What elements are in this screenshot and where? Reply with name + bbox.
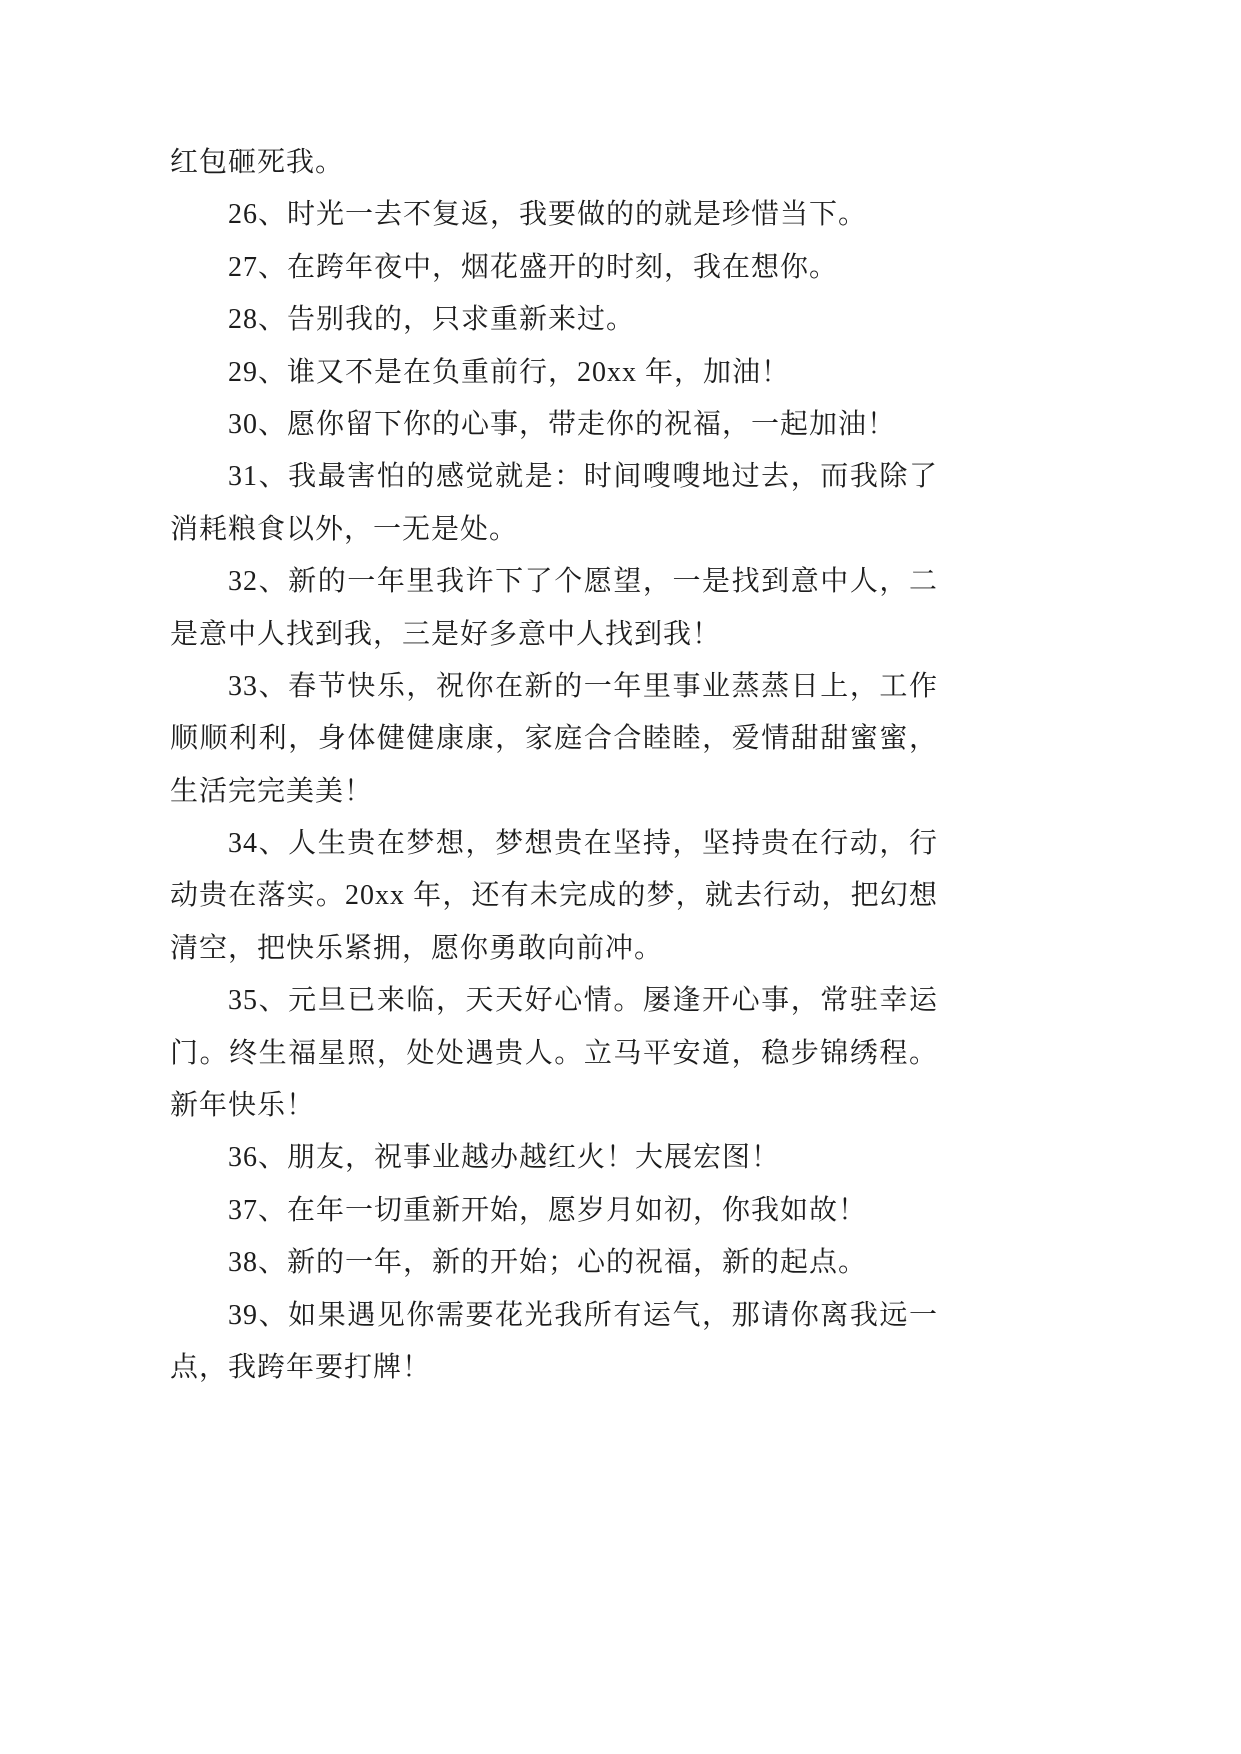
paragraph xyxy=(170,661,938,818)
text-line: 27、在跨年夜中，烟花盛开的时刻，我在想你。 xyxy=(228,251,839,283)
paragraph xyxy=(170,242,938,294)
paragraph xyxy=(170,1237,938,1289)
text-line: 26、时光一去不复返，我要做的的就是珍惜当下。 xyxy=(228,199,868,231)
paragraph xyxy=(170,189,938,241)
paragraph xyxy=(170,451,938,556)
text-line: 门。终生福星照，处处遇贵人。立马平安道，稳步锦绣程。 xyxy=(170,1037,938,1069)
text-line: 清空，把快乐紧拥，愿你勇敢向前冲。 xyxy=(170,932,664,964)
text-line: 红包砸死我。 xyxy=(170,147,345,178)
paragraph xyxy=(170,137,938,189)
text-line: 28、告别我的，只求重新来过。 xyxy=(228,304,636,336)
text-line: 29、谁又不是在负重前行，20xx 年，加油！ xyxy=(228,356,791,388)
document-body xyxy=(170,137,938,1394)
text-line: 34、人生贵在梦想，梦想贵在坚持，坚持贵在行动，行 xyxy=(228,828,938,860)
paragraph xyxy=(170,1132,938,1184)
text-line: 37、在年一切重新开始，愿岁月如初，你我如故！ xyxy=(228,1194,868,1226)
paragraph xyxy=(170,294,938,346)
paragraph xyxy=(170,347,938,399)
text-line: 38、新的一年，新的开始；心的祝福，新的起点。 xyxy=(228,1247,868,1279)
text-line: 动贵在落实。20xx 年，还有未完成的梦，就去行动，把幻想 xyxy=(170,880,938,912)
paragraph xyxy=(170,399,938,451)
text-line: 新年快乐！ xyxy=(170,1090,316,1122)
text-line: 35、元旦已来临，天天好心情。屡逢开心事，常驻幸运 xyxy=(228,985,938,1017)
text-line: 31、我最害怕的感觉就是：时间嗖嗖地过去，而我除了 xyxy=(228,461,938,493)
text-line: 是意中人找到我，三是好多意中人找到我！ xyxy=(170,618,722,650)
paragraph xyxy=(170,975,938,1132)
text-line: 顺顺利利，身体健健康康，家庭合合睦睦，爱情甜甜蜜蜜， xyxy=(170,723,938,755)
paragraph xyxy=(170,818,938,975)
text-line: 30、愿你留下你的心事，带走你的祝福，一起加油！ xyxy=(228,408,897,440)
text-line: 36、朋友，祝事业越办越红火！大展宏图！ xyxy=(228,1142,781,1174)
text-line: 生活完完美美！ xyxy=(170,775,374,807)
paragraph xyxy=(170,556,938,661)
text-line: 点，我跨年要打牌！ xyxy=(170,1351,432,1383)
paragraph xyxy=(170,1290,938,1395)
text-line: 消耗粮食以外，一无是处。 xyxy=(170,513,519,545)
paragraph xyxy=(170,1185,938,1237)
text-line: 33、春节快乐，祝你在新的一年里事业蒸蒸日上，工作 xyxy=(228,670,938,702)
text-line: 39、如果遇见你需要花光我所有运气，那请你离我远一 xyxy=(228,1299,938,1331)
text-line: 32、新的一年里我许下了个愿望，一是找到意中人，二 xyxy=(228,566,938,598)
